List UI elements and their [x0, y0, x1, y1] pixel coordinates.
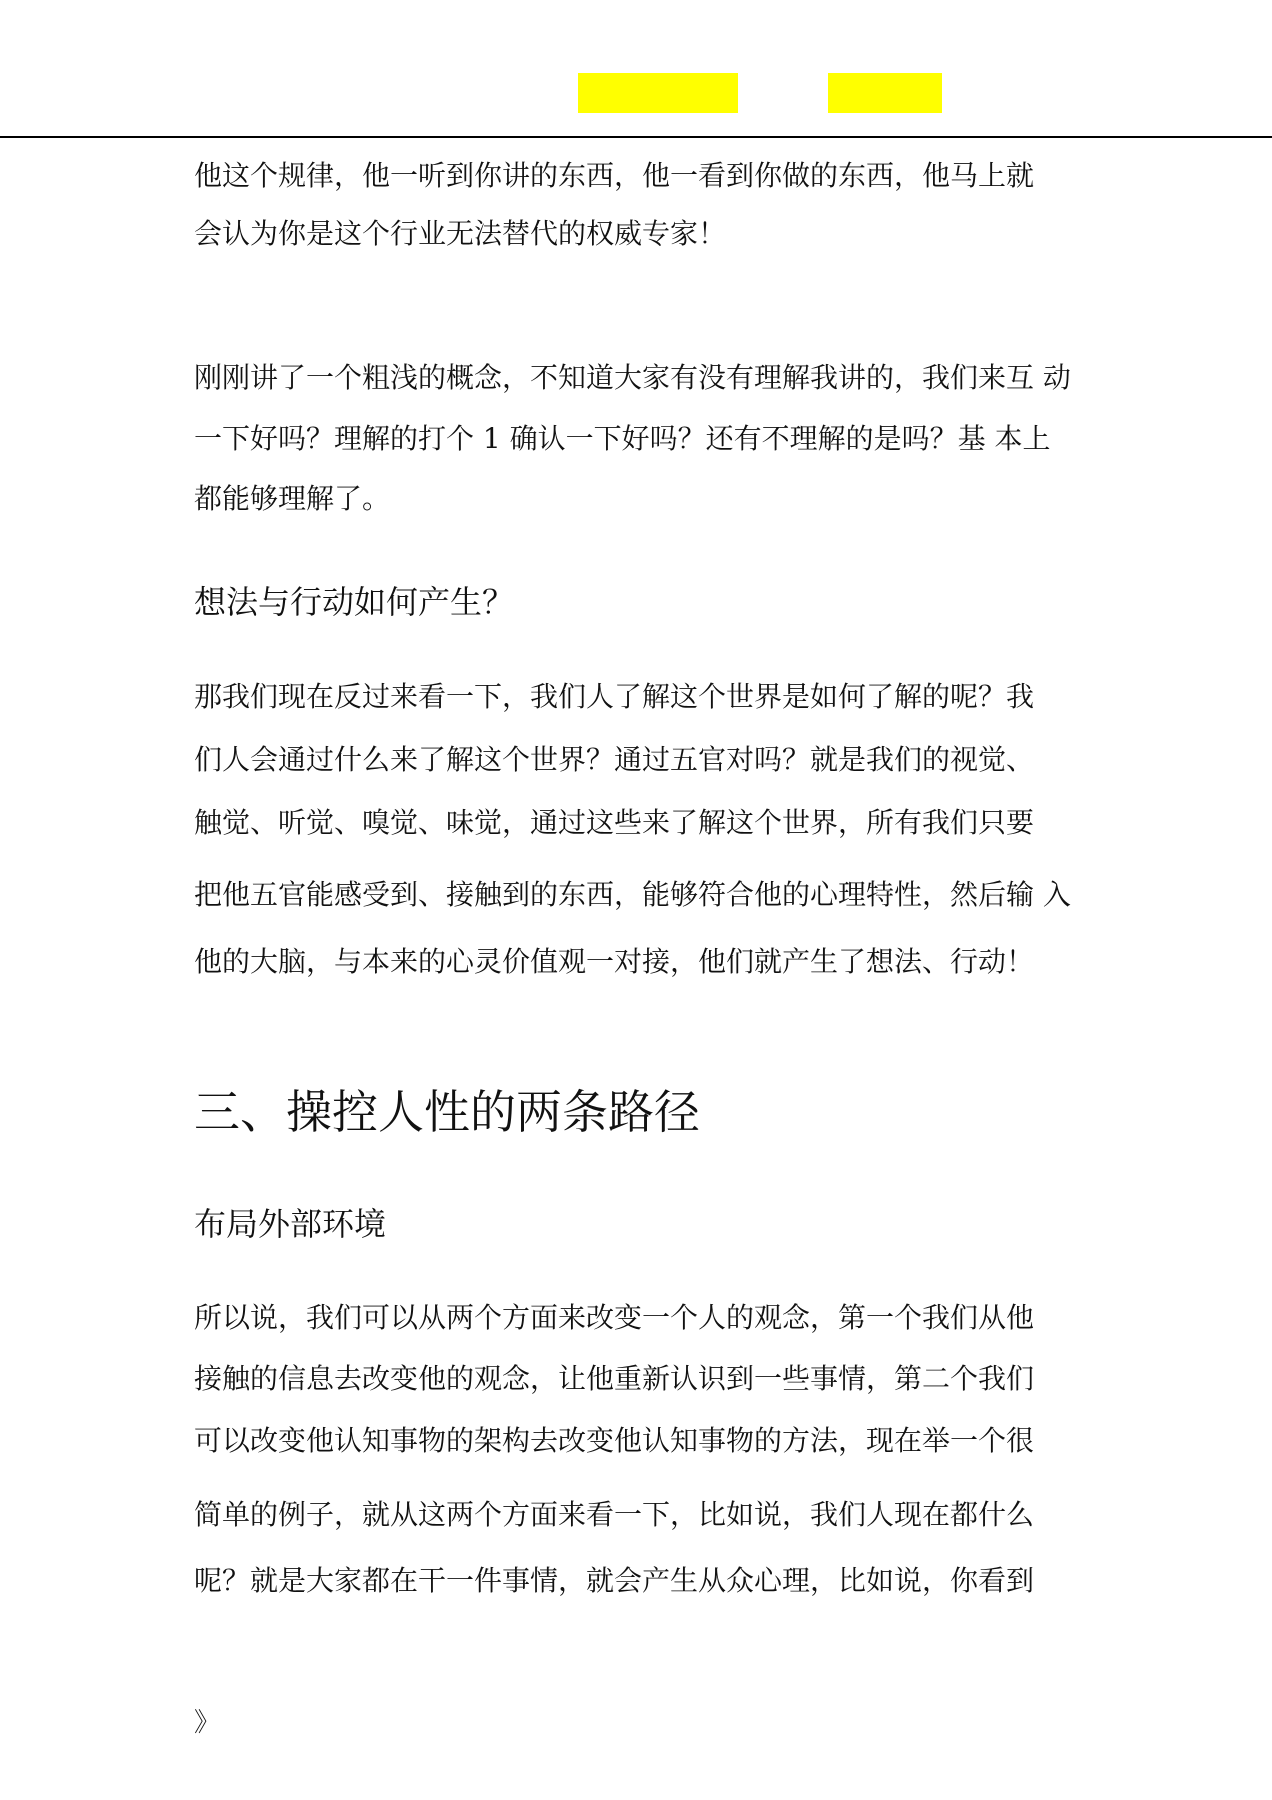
paragraph-line: 刚刚讲了一个粗浅的概念，不知道大家有没有理解我讲的，我们来互 动 — [194, 361, 1071, 394]
header-highlight-block — [578, 73, 738, 113]
paragraph-line: 呢？就是大家都在干一件事情，就会产生从众心理，比如说，你看到 — [194, 1564, 1035, 1597]
subheading-external-environment: 布局外部环境 — [194, 1205, 387, 1243]
paragraph-line: 们人会通过什么来了解这个世界？通过五官对吗？就是我们的视觉、 — [194, 743, 1035, 776]
paragraph-line: 所以说，我们可以从两个方面来改变一个人的观念，第一个我们从他 — [194, 1301, 1035, 1334]
paragraph-line: 可以改变他认知事物的架构去改变他认知事物的方法，现在举一个很 — [194, 1424, 1035, 1457]
paragraph-line: 触觉、听觉、嗅觉、味觉，通过这些来了解这个世界，所有我们只要 — [194, 806, 1035, 839]
footer-mark: 》 — [194, 1708, 221, 1738]
paragraph-line: 简单的例子，就从这两个方面来看一下，比如说，我们人现在都什么 — [194, 1498, 1035, 1531]
paragraph-line: 会认为你是这个行业无法替代的权威专家！ — [194, 217, 727, 250]
section-heading: 三、操控人性的两条路径 — [194, 1085, 700, 1139]
paragraph-line: 把他五官能感受到、接触到的东西，能够符合他的心理特性，然后输 入 — [194, 878, 1071, 911]
paragraph-line: 一下好吗？理解的打个 1 确认一下好吗？还有不理解的是吗？基 本上 — [194, 422, 1051, 455]
header-divider — [0, 136, 1272, 138]
paragraph-line: 那我们现在反过来看一下，我们人了解这个世界是如何了解的呢？我 — [194, 680, 1035, 713]
paragraph-line: 都能够理解了。 — [194, 482, 391, 515]
paragraph-line: 接触的信息去改变他的观念，让他重新认识到一些事情，第二个我们 — [194, 1362, 1035, 1395]
paragraph-line: 他这个规律，他一听到你讲的东西，他一看到你做的东西，他马上就 — [194, 159, 1035, 192]
paragraph-line: 他的大脑，与本来的心灵价值观一对接，他们就产生了想法、行动！ — [194, 945, 1035, 978]
subheading-ideas-actions: 想法与行动如何产生？ — [194, 583, 515, 621]
header-highlight-block — [828, 73, 942, 113]
